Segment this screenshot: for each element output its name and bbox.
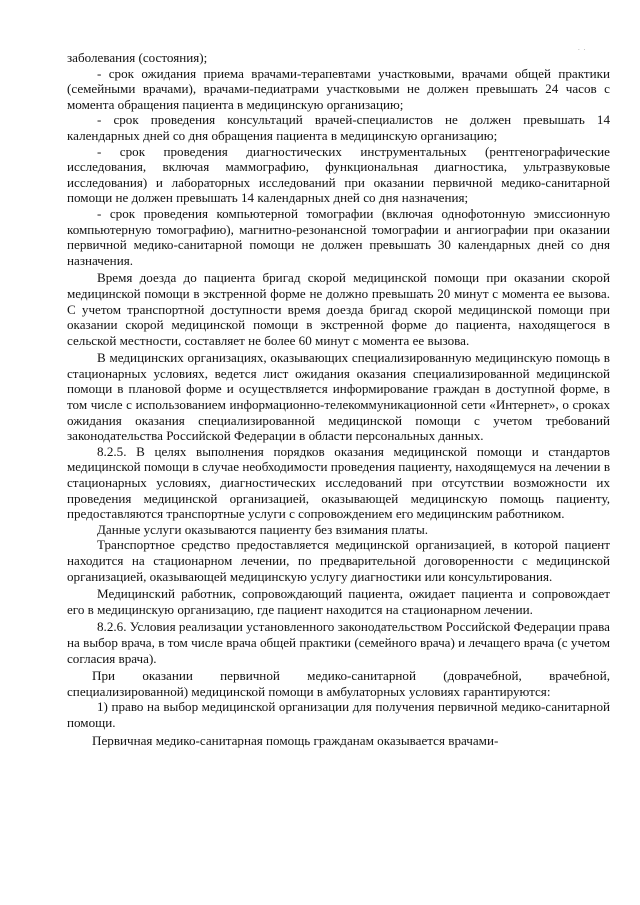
paragraph-disease-state: заболевания (состояния); <box>67 50 208 65</box>
paragraph-826-choice-of-doctor: 8.2.6. Условия реализации установленного законодательством Российской Федерации права на выбор врача, в том числе врача общей практики (семейного врача) и лечащего врача (с учетом согласия врача). <box>67 619 610 666</box>
paragraph-specialist-consult: - срок проведения консультаций врачей-специалистов не должен превышать 14 календарных дней со дня обращения пациента в медицинскую организацию; <box>67 112 610 143</box>
paragraph-free-of-charge: Данные услуги оказываются пациенту без взимания платы. <box>97 521 429 537</box>
paragraph-ambulance-time: Время доезда до пациента бригад скорой медицинской помощи при оказании скорой медицинской помощи в экстренной форме не должно превышать 20 минут с момента ее вызова. С учетом транспортной доступности время доезда бригад скорой медицинской помощи при оказании скорой медицинской помощи в экстренной форме до пациента, находящегося в сельской местности, составляет не более 60 минут с момента ее вызова. <box>67 270 610 348</box>
paragraph-waiting-list: В медицинских организациях, оказывающих специализированную медицинскую помощь в стационарных условиях, ведется лист ожидания оказания специализированной медицинской помощи в плановой форме и осуществляется информирование граждан в доступной форме, в том числе с использованием информационно-телекоммуникационной сети «Интернет», о сроках ожидания оказания специализированной медицинской помощи с учетом требований законодательства Российской Федерации в области персональных данных. <box>67 350 610 444</box>
paragraph-therapist-wait: - срок ожидания приема врачами-терапевтами участковыми, врачами общей практики (семейными врачами), врачами-педиатрами участковыми не должен превышать 24 часов с момента обращения пациента в медицинскую организацию; <box>67 65 610 112</box>
paragraph-primary-care-doctors: Первичная медико-санитарная помощь гражданам оказывается врачами- <box>92 732 499 748</box>
paragraph-diagnostics-term: - срок проведения диагностических инструментальных (рентгенографические исследования, включая маммографию, функциональная диагностика, ультразвуковые исследования) и лабораторных исследований при оказании первичной медико-санитарной помощи не должен превышать 14 календарных дней со дня назначения; <box>67 143 610 206</box>
paragraph-primary-care-guarantees: При оказании первичной медико-санитарной (доврачебной, врачебной, специализированной) медицинской помощи в амбулаторных условиях гарантируются: <box>67 668 610 699</box>
page-mark: . . <box>578 44 587 52</box>
paragraph-vehicle-provided: Транспортное средство предоставляется медицинской организацией, в которой пациент находится на стационарном лечении, по предварительной договоренности с медицинской организацией, оказывающей медицинскую услугу диагностики или консультирования. <box>67 537 610 584</box>
paragraph-tomography-term: - срок проведения компьютерной томографии (включая однофотонную эмиссионную компьютерную томографию), магнитно-резонансной томографии и ангиографии при оказании первичной медико-санитарной помощи не должен превышать 30 календарных дней со дня назначения. <box>67 205 610 268</box>
paragraph-825-transport: 8.2.5. В целях выполнения порядков оказания медицинской помощи и стандартов медицинской помощи в случае необходимости проведения пациенту, находящемуся на лечении в стационарных условиях, диагностических исследований при отсутствии возможности их проведения медицинской организацией, оказывающей медицинскую помощь пациенту, предоставляются транспортные услуги с сопровождением его медицинским работником. <box>67 443 610 522</box>
paragraph-escort-worker: Медицинский работник, сопровождающий пациента, ожидает пациента и сопровождает его в медицинскую организацию, где пациент находится на стационарном лечении. <box>67 586 610 617</box>
paragraph-right-to-choose: 1) право на выбор медицинской организации для получения первичной медико-санитарной помощи. <box>67 699 610 730</box>
